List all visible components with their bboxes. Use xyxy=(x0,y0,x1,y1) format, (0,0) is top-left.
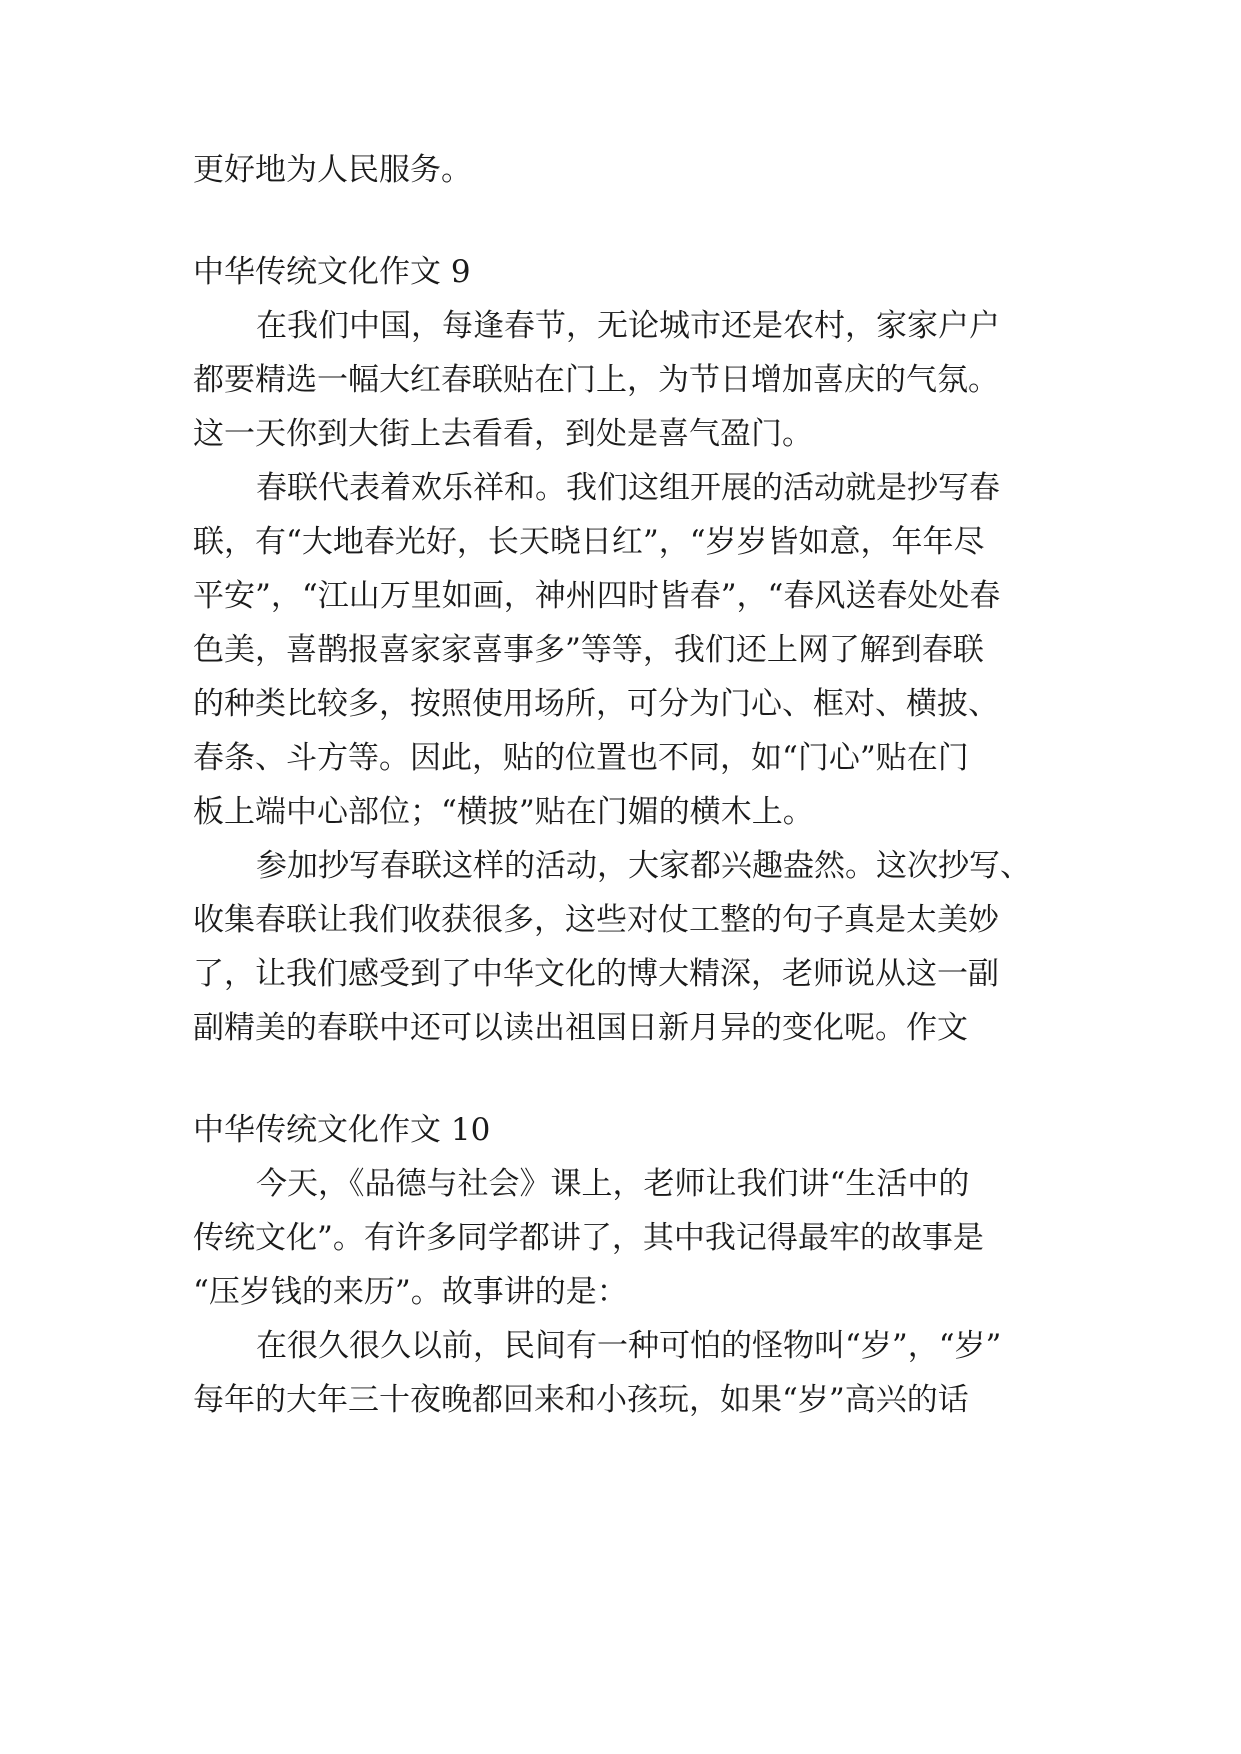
essay-heading-9: 中华传统文化作文 9 xyxy=(193,254,471,290)
paragraph-line: 平安”，“江山万里如画，神州四时皆春”，“春风送春处处春 xyxy=(193,578,1001,614)
paragraph-line: 这一天你到大街上去看看，到处是喜气盈门。 xyxy=(193,416,813,452)
paragraph-line: 的种类比较多，按照使用场所，可分为门心、框对、横披、 xyxy=(193,686,999,722)
paragraph-line: 了，让我们感受到了中华文化的博大精深，老师说从这一副 xyxy=(193,956,999,992)
paragraph-line: 收集春联让我们收获很多，这些对仗工整的句子真是太美妙 xyxy=(193,902,999,938)
paragraph-line: 在我们中国，每逢春节，无论城市还是农村，家家户户 xyxy=(256,308,1000,344)
paragraph-line: 今天，《品德与社会》课上，老师让我们讲“生活中的 xyxy=(256,1166,970,1202)
paragraph-line: 副精美的春联中还可以读出祖国日新月异的变化呢。作文 xyxy=(193,1010,968,1046)
paragraph-line: 参加抄写春联这样的活动，大家都兴趣盎然。这次抄写、 xyxy=(256,848,1031,884)
paragraph-line: 更好地为人民服务。 xyxy=(193,152,472,188)
paragraph-line: 每年的大年三十夜晚都回来和小孩玩，如果“岁”高兴的话 xyxy=(193,1382,969,1418)
paragraph-line: 春条、斗方等。因此，贴的位置也不同，如“门心”贴在门 xyxy=(193,740,969,776)
paragraph-line: 传统文化”。有许多同学都讲了，其中我记得最牢的故事是 xyxy=(193,1220,984,1256)
essay-heading-10: 中华传统文化作文 10 xyxy=(193,1112,491,1148)
paragraph-line: 都要精选一幅大红春联贴在门上，为节日增加喜庆的气氛。 xyxy=(193,362,999,398)
paragraph-line: 在很久很久以前，民间有一种可怕的怪物叫“岁”，“岁” xyxy=(256,1328,1002,1364)
paragraph-line: 春联代表着欢乐祥和。我们这组开展的活动就是抄写春 xyxy=(256,470,1000,506)
paragraph-line: 色美，喜鹊报喜家家喜事多”等等，我们还上网了解到春联 xyxy=(193,632,984,668)
paragraph-line: “压岁钱的来历”。故事讲的是： xyxy=(193,1274,628,1310)
paragraph-line: 联，有“大地春光好，长天晓日红”，“岁岁皆如意，年年尽 xyxy=(193,524,985,560)
paragraph-line: 板上端中心部位；“横披”贴在门媚的横木上。 xyxy=(193,794,814,830)
